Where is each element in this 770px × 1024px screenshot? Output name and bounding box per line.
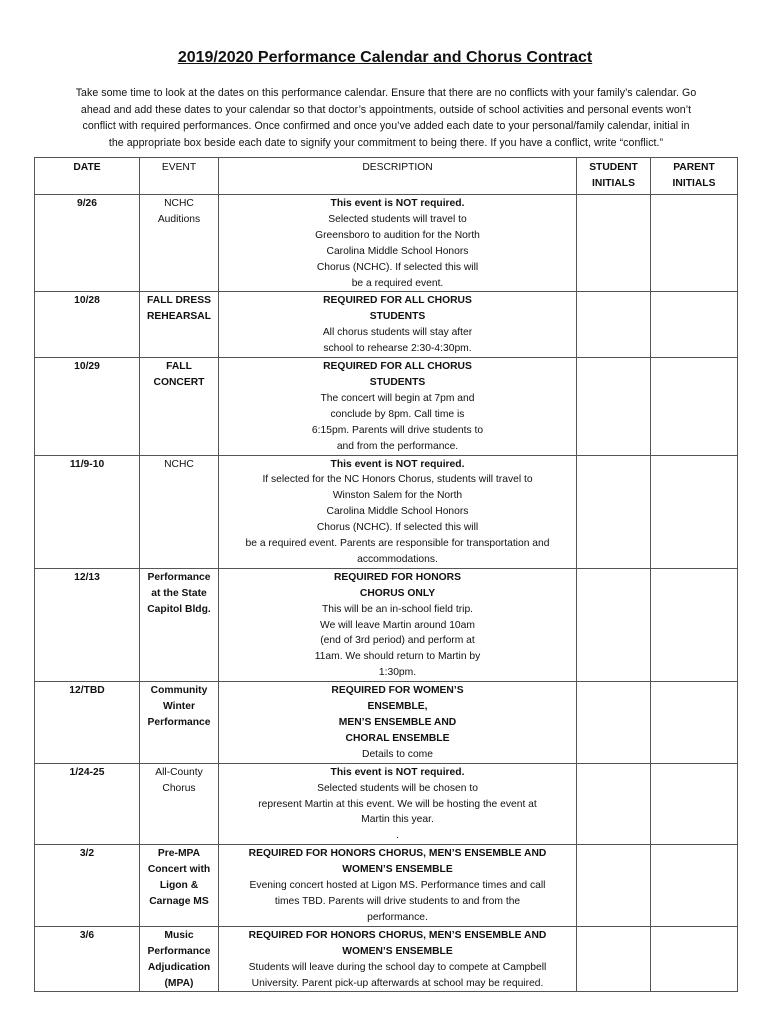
date-cell: 12/13 (35, 568, 140, 681)
description-cell (219, 195, 577, 292)
table-row (35, 926, 738, 992)
table-row (35, 845, 738, 927)
student-initials-box[interactable] (577, 292, 651, 358)
description-body-line: represent Martin at this event. We will be hosting the event at (258, 798, 537, 810)
description-cell (219, 926, 577, 992)
description-body-line: be a required event. (351, 277, 444, 289)
description-body-line: Carolina Middle School Honors (326, 506, 469, 518)
event-line: Pre-MPA (157, 848, 201, 860)
header-parent-initials (651, 158, 738, 195)
date-cell: 1/24-25 (35, 763, 140, 845)
event-cell (140, 455, 219, 568)
event-cell (140, 845, 219, 927)
date-cell: 10/28 (35, 292, 140, 358)
date-cell: 12/TBD (35, 682, 140, 764)
description-body-line: The concert will begin at 7pm and (320, 392, 475, 404)
event-line: REHEARSAL (146, 311, 212, 323)
description-heading-line: REQUIRED FOR HONORS (333, 571, 461, 583)
description-body-line: This will be an in-school field trip. (321, 603, 474, 615)
event-line: Capitol Bldg. (147, 603, 211, 615)
performance-calendar-table (34, 157, 738, 992)
event-line: All-County (155, 766, 203, 778)
event-line: Adjudication (147, 961, 211, 973)
description-heading-line: REQUIRED FOR WOMEN’S (331, 685, 464, 697)
header-parent-initials-line: PARENT (673, 162, 715, 173)
description-body-line: school to rehearse 2:30-4:30pm. (323, 343, 472, 355)
intro-line: Take some time to look at the dates on this performance calendar. Ensure that there are no conflicts with your family’s calendar. Go (75, 87, 697, 99)
table-row (35, 682, 738, 764)
description-body-line: Selected students will travel to (328, 213, 467, 225)
student-initials-box[interactable] (577, 195, 651, 292)
description-body-line: Martin this year. (361, 814, 434, 826)
description-body-line: Selected students will be chosen to (317, 782, 478, 794)
description-body-line: 1:30pm. (378, 667, 417, 679)
description-cell (219, 358, 577, 455)
description-cell (219, 455, 577, 568)
parent-initials-box[interactable] (651, 763, 738, 845)
header-student-initials (577, 158, 651, 195)
event-cell (140, 682, 219, 764)
description-heading-line: REQUIRED FOR ALL CHORUS (323, 361, 472, 373)
table-header-row (35, 158, 738, 195)
description-cell (219, 292, 577, 358)
description-heading-line: STUDENTS (369, 376, 426, 388)
event-line: Performance (147, 571, 211, 583)
table-row (35, 292, 738, 358)
event-line: FALL (166, 361, 192, 373)
date-cell: 11/9-10 (35, 455, 140, 568)
date-cell: 9/26 (35, 195, 140, 292)
description-heading-line: CHORAL ENSEMBLE (345, 732, 450, 744)
description-body-line: Chorus (NCHC). If selected this will (316, 522, 479, 534)
event-line: Concert with (147, 864, 211, 876)
parent-initials-box[interactable] (651, 568, 738, 681)
student-initials-box[interactable] (577, 845, 651, 927)
table-row (35, 763, 738, 845)
intro-line: conflict with required performances. Once confirmed and once you’ve added each date to your personal/family calendar, initial in (82, 120, 690, 133)
description-body-line: Greensboro to audition for the North (315, 229, 480, 241)
student-initials-box[interactable] (577, 568, 651, 681)
description-body-line: Chorus (NCHC). If selected this will (316, 261, 479, 273)
header-event: EVENT (140, 158, 219, 195)
header-parent-initials-line: INITIALS (672, 177, 716, 189)
description-body-line: performance. (367, 911, 428, 923)
table-row (35, 568, 738, 681)
date-cell: 3/2 (35, 845, 140, 927)
description-cell (219, 682, 577, 764)
parent-initials-box[interactable] (651, 845, 738, 927)
description-body-line: conclude by 8pm. Call time is (330, 408, 465, 420)
intro-line: ahead and add these dates to your calendar so that doctor’s appointments, outside of school activities and personal events won’t (80, 103, 692, 116)
event-line: FALL DRESS (147, 295, 211, 307)
description-body-line: and from the performance. (336, 440, 459, 452)
description-body-line: 6:15pm. Parents will drive students to (311, 424, 484, 436)
event-line: Carnage MS (149, 895, 209, 907)
description-heading-line: This event is NOT required. (330, 458, 465, 470)
student-initials-box[interactable] (577, 358, 651, 455)
description-body-line: times TBD. Parents will drive students to and from the (274, 895, 521, 907)
date-cell: 10/29 (35, 358, 140, 455)
event-line: Performance (147, 717, 211, 728)
description-heading-line: CHORUS ONLY (359, 587, 436, 599)
description-heading-line: ENSEMBLE, (367, 701, 428, 713)
description-body-line: Details to come (362, 748, 433, 760)
description-heading-line: STUDENTS (369, 311, 426, 323)
event-cell (140, 763, 219, 845)
intro-line: the appropriate box beside each date to signify your commitment to being there. If you have a conflict, write “conflict.” (108, 137, 664, 150)
header-date: DATE (35, 158, 140, 195)
parent-initials-box[interactable] (651, 682, 738, 764)
description-body-line: Winston Salem for the North (332, 490, 463, 502)
table-row (35, 358, 738, 455)
event-line: Chorus (162, 782, 196, 794)
description-body-line: Evening concert hosted at Ligon MS. Performance times and call (249, 880, 546, 892)
student-initials-box[interactable] (577, 682, 651, 764)
description-heading-line: WOMEN’S ENSEMBLE (342, 945, 453, 957)
event-line: CONCERT (153, 376, 205, 388)
description-cell (219, 845, 577, 927)
description-body-line: Carolina Middle School Honors (326, 245, 469, 257)
description-heading-line: REQUIRED FOR HONORS CHORUS, MEN’S ENSEMBLE AND (248, 848, 547, 860)
parent-initials-box[interactable] (651, 195, 738, 292)
event-line: at the State (151, 587, 207, 599)
header-student-initials-line: INITIALS (592, 177, 635, 189)
description-body-line: 11am. We should return to Martin by (314, 651, 481, 663)
description-heading-line: This event is NOT required. (330, 198, 465, 209)
student-initials-box[interactable] (577, 763, 651, 845)
description-cell (219, 568, 577, 681)
table-body (35, 195, 738, 992)
event-line: Winter (163, 701, 195, 713)
description-heading-line: This event is NOT required. (330, 766, 465, 778)
event-cell (140, 358, 219, 455)
event-line: Community (150, 685, 208, 697)
parent-initials-box[interactable] (651, 358, 738, 455)
event-line: (MPA) (164, 977, 194, 989)
event-cell (140, 926, 219, 992)
parent-initials-box[interactable] (651, 292, 738, 358)
description-heading-line: WOMEN’S ENSEMBLE (342, 864, 453, 876)
page-title: 2019/2020 Performance Calendar and Chorus Contract (177, 49, 593, 66)
header-description: DESCRIPTION (219, 158, 577, 195)
description-heading-line: REQUIRED FOR ALL CHORUS (323, 295, 472, 307)
event-cell (140, 568, 219, 681)
description-body-line: accommodations. (357, 553, 438, 565)
parent-initials-box[interactable] (651, 926, 738, 992)
event-line: Music (164, 929, 194, 941)
parent-initials-box[interactable] (651, 455, 738, 568)
description-heading-line: REQUIRED FOR HONORS CHORUS, MEN’S ENSEMBLE AND (248, 929, 547, 941)
description-body-line: be a required event. Parents are responsible for transportation and (245, 538, 550, 550)
description-body-line: (end of 3rd period) and perform at (320, 635, 475, 647)
header-student-initials-line: STUDENT (589, 162, 638, 173)
intro-paragraph (44, 85, 728, 152)
event-line: Auditions (157, 213, 201, 225)
description-body-line: If selected for the NC Honors Chorus, students will travel to (262, 474, 533, 486)
description-body-line: . (396, 830, 399, 842)
description-body-line: All chorus students will stay after (322, 327, 473, 339)
description-body-line: University. Parent pick-up afterwards at school may be required. (251, 977, 544, 989)
description-body-line: Students will leave during the school day to compete at Campbell (248, 961, 547, 973)
date-cell: 3/6 (35, 926, 140, 992)
event-line: NCHC (164, 198, 194, 209)
description-cell (219, 763, 577, 845)
student-initials-box[interactable] (577, 926, 651, 992)
event-line: NCHC (164, 458, 194, 470)
student-initials-box[interactable] (577, 455, 651, 568)
table-row (35, 455, 738, 568)
description-heading-line: MEN’S ENSEMBLE AND (338, 717, 457, 728)
event-line: Ligon & (159, 880, 199, 892)
table-row (35, 195, 738, 292)
event-cell (140, 292, 219, 358)
description-body-line: We will leave Martin around 10am (320, 619, 475, 631)
event-line: Performance (147, 945, 211, 957)
event-cell (140, 195, 219, 292)
